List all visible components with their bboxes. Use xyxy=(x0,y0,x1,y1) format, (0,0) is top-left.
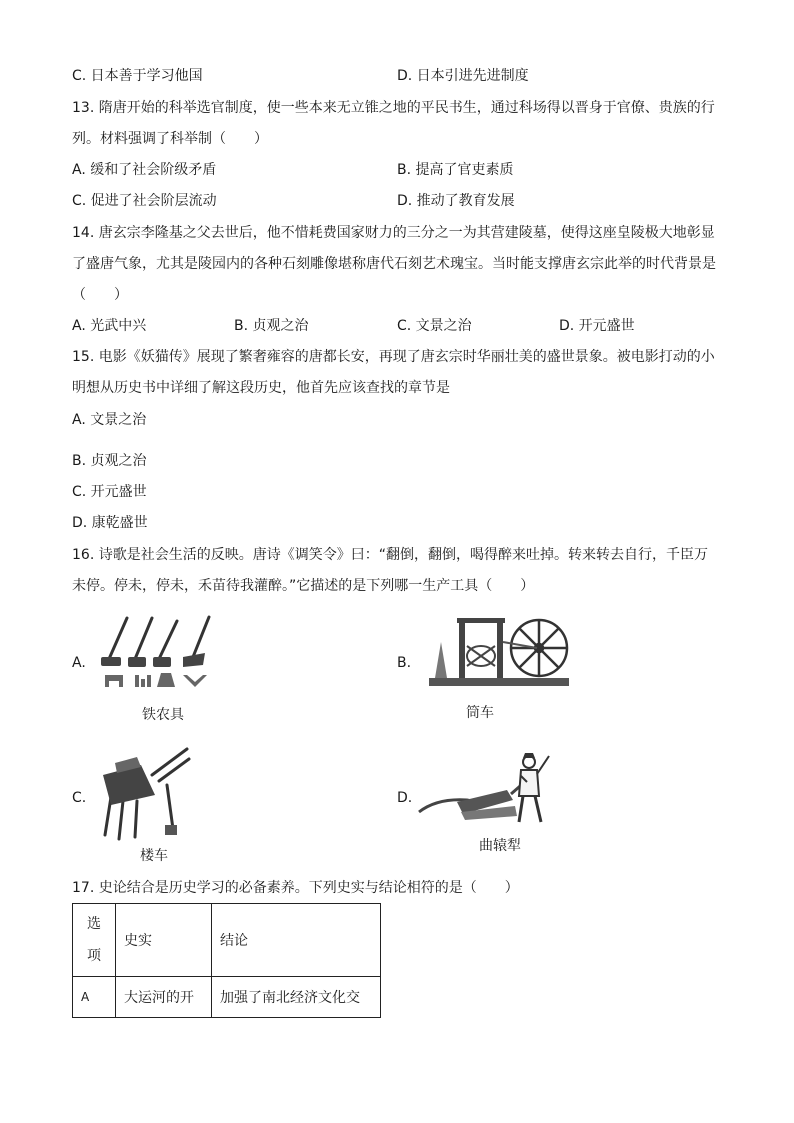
q16-stem-line2: 未停。停未，停未，禾苗待我灌醉。”它描述的是下列哪一生产工具（ ） xyxy=(72,578,535,594)
q15-option-d: D. 康乾盛世 xyxy=(72,515,148,531)
q13-stem-line2: 列。材料强调了科举制（ ） xyxy=(72,131,268,147)
q16-option-a-caption: 铁农具 xyxy=(142,707,184,723)
q14-stem-line2: 了盛唐气象，尤其是陵园内的各种石刻雕像堪称唐代石刻艺术瑰宝。当时能支撑唐玄宗此举的时代背景是 xyxy=(72,256,716,272)
q16-option-c-caption: 楼车 xyxy=(140,848,168,864)
q13-option-b: B. 提高了官吏素质 xyxy=(397,162,514,178)
q16-stem-line1: 16. 诗歌是社会生活的反映。唐诗《调笑令》曰：“翻倒，翻倒，喝得醉来吐掉。转来转去自行，千臣万 xyxy=(72,547,708,563)
tube-wheel-image xyxy=(427,612,572,690)
q14-stem-line1: 14. 唐玄宗李隆基之父去世后，他不惜耗费国家财力的三分之一为其营建陵墓，使得这座皇陵极大地彰显 xyxy=(72,225,715,241)
q16-option-d-letter: D. xyxy=(397,790,413,806)
table-cell-option: A xyxy=(73,977,116,1018)
q13-stem-line1: 13. 隋唐开始的科举选官制度，使一些本来无立锥之地的平民书生，通过科场得以晋身于官僚、贵族的行 xyxy=(72,100,715,116)
curved-shaft-plow-image xyxy=(417,750,557,828)
table-header-option-top: 选 xyxy=(87,916,101,932)
q13-option-a: A. 缓和了社会阶级矛盾 xyxy=(72,162,217,178)
q15-option-a: A. 文景之治 xyxy=(72,412,147,428)
q16-option-d-caption: 曲辕犁 xyxy=(479,838,521,854)
table-header-option-bottom: 项 xyxy=(87,948,101,964)
q14-option-a: A. 光武中兴 xyxy=(72,318,147,334)
q14-option-d: D. 开元盛世 xyxy=(559,318,635,334)
q17-table xyxy=(72,903,381,1018)
q16-option-b-caption: 筒车 xyxy=(466,705,494,721)
q16-option-b-letter: B. xyxy=(397,655,412,671)
q15-option-b: B. 贞观之治 xyxy=(72,453,147,469)
q14-option-b: B. 贞观之治 xyxy=(234,318,309,334)
table-header-conclusion: 结论 xyxy=(212,904,381,977)
seed-drill-image xyxy=(97,745,192,841)
table-header-option xyxy=(73,904,116,977)
table-cell-fact: 大运河的开 xyxy=(116,977,212,1018)
table-header-row xyxy=(73,904,381,977)
q13-option-d: D. 推动了教育发展 xyxy=(397,193,515,209)
q16-option-c-letter: C. xyxy=(72,790,87,806)
q16-option-a-letter: A. xyxy=(72,655,86,671)
table-header-fact: 史实 xyxy=(116,904,212,977)
q15-stem-line1: 15. 电影《妖猫传》展现了繁奢雍容的唐都长安，再现了唐玄宗时华丽壮美的盛世景象。被电影打动的小 xyxy=(72,349,715,365)
q15-option-c: C. 开元盛世 xyxy=(72,484,147,500)
q12-option-d: D. 日本引进先进制度 xyxy=(397,68,529,84)
q14-option-c: C. 文景之治 xyxy=(397,318,472,334)
iron-farm-tools-image xyxy=(97,613,227,695)
q13-option-c: C. 促进了社会阶层流动 xyxy=(72,193,217,209)
table-row xyxy=(73,977,381,1018)
table-cell-conclusion: 加强了南北经济文化交 xyxy=(212,977,381,1018)
q17-stem-line1: 17. 史论结合是历史学习的必备素养。下列史实与结论相符的是（ ） xyxy=(72,880,519,896)
q14-stem-line3: （ ） xyxy=(72,287,128,303)
q15-stem-line2: 明想从历史书中详细了解这段历史，他首先应该查找的章节是 xyxy=(72,380,450,396)
q12-option-c: C. 日本善于学习他国 xyxy=(72,68,203,84)
